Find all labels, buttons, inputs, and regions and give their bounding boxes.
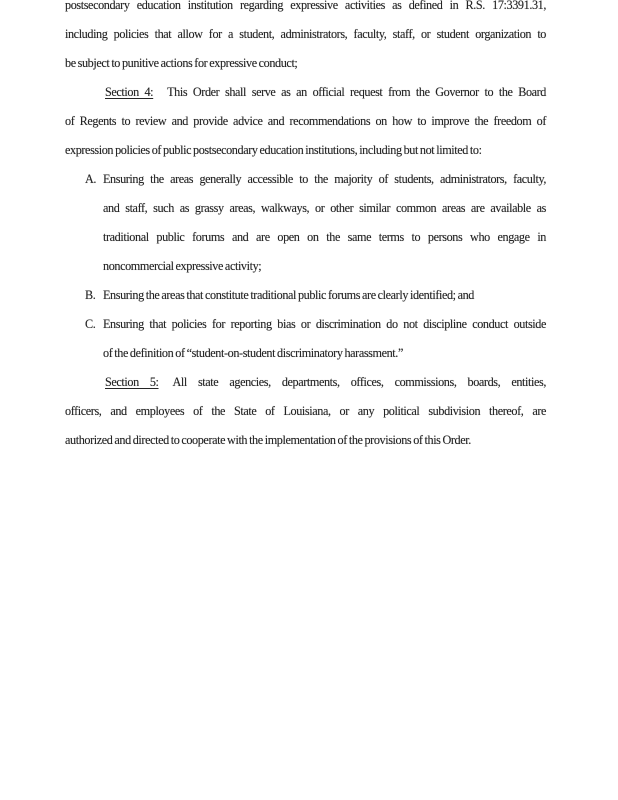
- list-marker-b: B.: [85, 288, 96, 302]
- section-5-continuation: [65, 397, 546, 455]
- section-4-paragraph: [65, 78, 546, 165]
- text-line: postsecondary education institution regarding expressive activities as defined in R.S. 17:3391.31,: [65, 0, 546, 12]
- page-text-block: [65, 0, 546, 455]
- text-line: officers, and employees of the State of Louisiana, or any political subdivision thereof, are: [65, 404, 546, 418]
- section-5-paragraph: [65, 368, 546, 455]
- list-marker-a: A.: [85, 172, 97, 186]
- text-line: of Regents to review and provide advice and recommendations on how to improve the freedom of: [65, 114, 546, 128]
- intro-paragraph-fragment: [65, 0, 546, 78]
- section-5-label: Section 5:: [105, 375, 159, 389]
- list-item-b: [65, 281, 546, 310]
- text-line: noncommercial expressive activity;: [103, 259, 262, 273]
- list-item-a: [65, 165, 546, 281]
- list-item-b-text: [103, 281, 546, 310]
- lettered-list: [65, 165, 546, 368]
- section-4-lead-line: [65, 78, 546, 107]
- list-item-c: [65, 310, 546, 368]
- text-line: Ensuring the areas generally accessible to the majority of students, administrators, faculty,: [103, 172, 546, 186]
- text-line: and staff, such as grassy areas, walkways, or other similar common areas are available as: [103, 201, 546, 215]
- text-line: authorized and directed to cooperate with the implementation of the provisions of this Order.: [65, 433, 471, 447]
- list-marker-c: C.: [85, 317, 96, 331]
- text-line: expression policies of public postsecondary education institutions, including but not limited to:: [65, 143, 482, 157]
- text-line: Ensuring the areas that constitute traditional public forums are clearly identified; and: [103, 288, 474, 302]
- text-line: be subject to punitive actions for expressive conduct;: [65, 56, 298, 70]
- section-4-lead-text: This Order shall serve as an official request from the Governor to the Board: [167, 85, 547, 99]
- list-item-a-text: [103, 165, 546, 281]
- text-line: Ensuring that policies for reporting bias or discrimination do not discipline conduct outside: [103, 317, 546, 331]
- text-line: traditional public forums and are open on the same terms to persons who engage in: [103, 230, 546, 244]
- section-4-continuation: [65, 107, 546, 165]
- list-item-c-text: [103, 310, 546, 368]
- section-5-lead-text: All state agencies, departments, offices, commissions, boards, entities,: [172, 375, 546, 389]
- text-line: of the definition of “student-on-student discriminatory harassment.”: [103, 346, 403, 360]
- section-5-lead-line: [65, 368, 546, 397]
- section-4-label: Section 4:: [105, 85, 154, 99]
- text-line: including policies that allow for a student, administrators, faculty, staff, or student organization to: [65, 27, 546, 41]
